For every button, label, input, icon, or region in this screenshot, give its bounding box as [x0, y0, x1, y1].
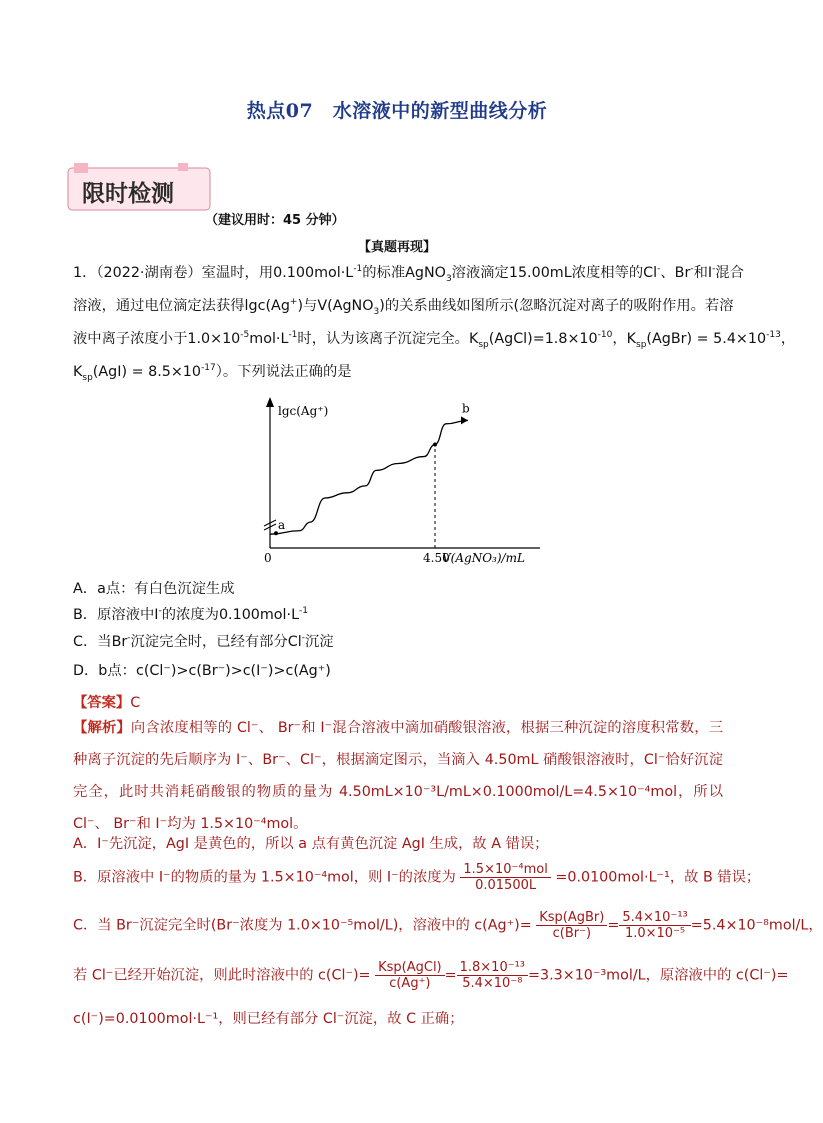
time-limit-badge	[66, 160, 216, 214]
answer-value: C	[130, 695, 141, 711]
time-note: （建议用时：45 分钟）	[205, 213, 345, 228]
analysis-c2: 若 Cl⁻已经开始沉淀，则此时溶液中的 c(Cl⁻)= $\frac{\text{Ksp(AgCl)}}{c(Ag^+)}$ = $\frac{\text{1.8×10⁻¹³}}{\text{5.4×10⁻⁸}}$ =3.3×10⁻³mol/L，原溶液中的 c(Cl⁻)=	[73, 960, 789, 991]
option-b: B．原溶液中I-的浓度为$0.100mol\cdot L^{-1}$	[73, 606, 309, 623]
point-b-label: b	[462, 401, 470, 416]
y-axis-label: lgc(Ag⁺)	[278, 404, 329, 418]
analysis-c3: c(I⁻)=0.0100mol·L⁻¹，则已经有部分 Cl⁻沉淀，故 C 正确；	[73, 1011, 464, 1027]
option-d: D．b点：c(Cl⁻)>c(Br⁻)>c(I⁻)>c(Ag⁺)	[73, 663, 331, 679]
curve-end-arrow	[461, 416, 468, 424]
badge-graphic	[66, 160, 216, 214]
question-line-3: 液中离子浓度小于$1.0\times 10^{-5}mol\cdot L^{-1}$时，认为该离子沉淀完全。$K_{sp}(AgCl)=1.8\times 10^{-10}$，$K_{sp}(AgBr) = 5.4\times 10^{-13}$，	[73, 330, 796, 350]
y-axis-arrow	[266, 397, 274, 407]
analysis-tag: 【解析】	[73, 720, 131, 736]
answer-line	[73, 692, 140, 712]
analysis-paragraph: 【解析】向含浓度相等的 Cl⁻、 Br⁻和 I⁻混合溶液中滴加硝酸银溶液，根据三种沉淀的溶度积常数，三种离子沉淀的先后顺序为 I⁻、Br⁻、Cl⁻，根据滴定图示，当滴入 4.50mL 硝酸银溶液时，Cl⁻恰好沉淀完全，此时共消耗硝酸银的物质的量为 4.50mL×10⁻³L/mL×0.1000mol/L=4.5×10⁻⁴mol，所以 Cl⁻、 Br⁻和 I⁻均为 1.5×10⁻⁴mol。	[73, 720, 723, 832]
origin-label: 0	[264, 551, 272, 565]
equivalence-point-marker	[433, 443, 437, 447]
x-axis-label: V(AgNO₃)/mL	[442, 551, 525, 565]
section-header: 【真题再现】	[357, 240, 436, 255]
analysis-b: B．原溶液中 I⁻的物质的量为 1.5×10⁻⁴mol，则 I⁻的浓度为 $\frac{\text{1.5×10⁻⁴mol}}{0.01500L}$ =0.0100mol·L⁻¹，故 B 错误；	[73, 862, 761, 893]
answer-tag: 【答案】	[73, 695, 131, 711]
analysis-c: C．当 Br⁻沉淀完全时(Br⁻浓度为 1.0×10⁻⁵mol/L)，溶液中的 c(Ag⁺)= $\frac{\text{Ksp(AgBr)}}{c(Br^-)}$ = $\frac{\text{5.4×10⁻¹³}}{\text{1.0×10⁻⁵}}$ =5.4×10⁻⁸mol/L，	[73, 910, 823, 941]
x-tick-label: 4.50	[423, 551, 450, 565]
point-a-label: a	[278, 518, 286, 533]
option-c: C．当Br-沉淀完全时，已经有部分Cl-沉淀	[73, 633, 334, 650]
page-title: 热点07 水溶液中的新型曲线分析	[246, 100, 548, 122]
question-line-1: 1．（2022·湖南卷）室温时，用$0.100mol\cdot L^{-1}$的标准AgNO$_3$溶液滴定15.00mL浓度相等的Cl-、Br-和I-混合	[73, 264, 744, 284]
question-line-4: $K_{sp}(AgI) = 8.5\times 10^{-17}$）。下列说法正确的是	[73, 363, 352, 383]
titration-chart	[250, 395, 540, 570]
option-a: A．a点：有白色沉淀生成	[73, 581, 235, 597]
analysis-a: A．I⁻先沉淀，AgI 是黄色的，所以 a 点有黄色沉淀 AgI 生成，故 A 错误；	[73, 836, 549, 852]
chart-svg	[250, 395, 540, 570]
titration-curve	[270, 420, 468, 534]
question-line-2: 溶液，通过电位滴定法获得lgc(Ag+)与V(AgNO$_3$)的关系曲线如图所示(忽略沉淀对离子的吸附作用。若溶	[73, 297, 734, 317]
badge-text: 限时检测	[82, 180, 174, 207]
